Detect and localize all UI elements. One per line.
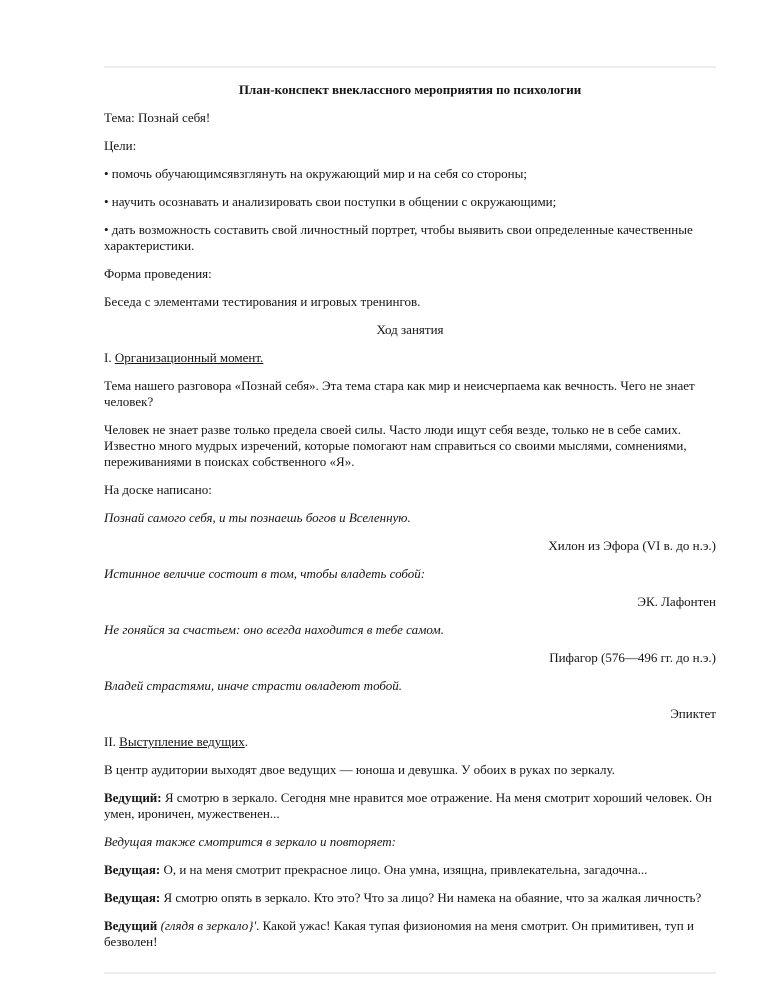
goals-label: Цели: xyxy=(104,138,137,153)
stage-note: (глядя в зеркало}' xyxy=(157,918,257,933)
section2-intro: В центр аудитории выходят двое ведущих — юноша и девушка. У обоих в руках по зеркалу. xyxy=(104,762,615,777)
dialogue-text: Я смотрю опять в зеркало. Кто это? Что за лицо? Ни намека на обаяние, что за жалкая личность? xyxy=(160,890,702,905)
board-label: На доске написано: xyxy=(104,482,212,497)
quote-text: Истинное величие состоит в том, чтобы владеть собой: xyxy=(104,566,426,581)
dialogue-text: . Какой ужас! Какая тупая физиономия на меня смотрит. Он примитивен, туп и безволен! xyxy=(104,918,694,949)
dialogue-line xyxy=(104,862,716,878)
goal-item: • помочь обучающимсявзглянуть на окружающий мир и на себя со стороны; xyxy=(104,166,527,181)
quote-author: ЭК. Лафонтен xyxy=(637,594,716,609)
goal-item: • дать возможность составить свой личностный портрет, чтобы выявить свои определенные качественные характеристики. xyxy=(104,222,693,253)
document-page xyxy=(104,66,716,974)
section1-title: Организационный момент. xyxy=(114,350,264,365)
dialogue-line xyxy=(104,890,716,906)
section1-paragraph: Тема нашего разговора «Познай себя». Эта тема стара как мир и неисчерпаема как вечность. Чего не знает человек? xyxy=(104,378,695,409)
quote-author: Эпиктет xyxy=(670,706,716,721)
quote-text: Владей страстями, иначе страсти овладеют тобой. xyxy=(104,678,403,693)
quote-author: Пифагор (576—496 гг. до н.э.) xyxy=(549,650,716,665)
speaker-label: Ведущий: xyxy=(104,790,162,805)
theme-line: Тема: Познай себя! xyxy=(104,110,211,125)
section2-numeral: II. xyxy=(104,734,120,749)
speaker-label: Ведущий xyxy=(104,918,158,933)
document-title: План-конспект внеклассного мероприятия по психологии xyxy=(238,82,582,97)
dialogue-line xyxy=(104,918,716,950)
quote-text: Познай самого себя, и ты познаешь богов и Вселенную. xyxy=(104,510,411,525)
form-text: Беседа с элементами тестирования и игровых тренингов. xyxy=(104,294,421,309)
section1-numeral: I. xyxy=(104,350,115,365)
section1-paragraph: Человек не знает разве только предела своей силы. Часто люди ищут себя везде, только не в себе самих. Известно много мудрых изречений, которые помогают нам справиться со своими мыслями, сомнениями, переживаниями в поисках собственного «Я». xyxy=(104,422,687,469)
quote-text: Не гоняйся за счастьем: оно всегда находится в тебе самом. xyxy=(104,622,444,637)
section1-heading xyxy=(104,350,716,366)
section2-title-tail: . xyxy=(244,734,248,749)
speaker-label: Ведущая: xyxy=(104,890,161,905)
dialogue-text: Я смотрю в зеркало. Сегодня мне нравится мое отражение. На меня смотрит хороший человек. Он умен, ироничен, мужественен... xyxy=(104,790,712,821)
section2-title: Выступление ведущих xyxy=(119,734,245,749)
goal-item: • научить осознавать и анализировать свои поступки в общении с окружающими; xyxy=(104,194,557,209)
dialogue-text: О, и на меня смотрит прекрасное лицо. Она умна, изящна, привлекательна, загадочна... xyxy=(160,862,648,877)
quote-author: Хилон из Эфора (VI в. до н.э.) xyxy=(548,538,716,553)
speaker-label: Ведущая: xyxy=(104,862,161,877)
form-label: Форма проведения: xyxy=(104,266,212,281)
flow-heading: Ход занятия xyxy=(376,322,444,337)
section2-heading xyxy=(104,734,716,750)
stage-direction: Ведущая также смотрится в зеркало и повторяет: xyxy=(104,834,397,849)
dialogue-line xyxy=(104,790,716,822)
